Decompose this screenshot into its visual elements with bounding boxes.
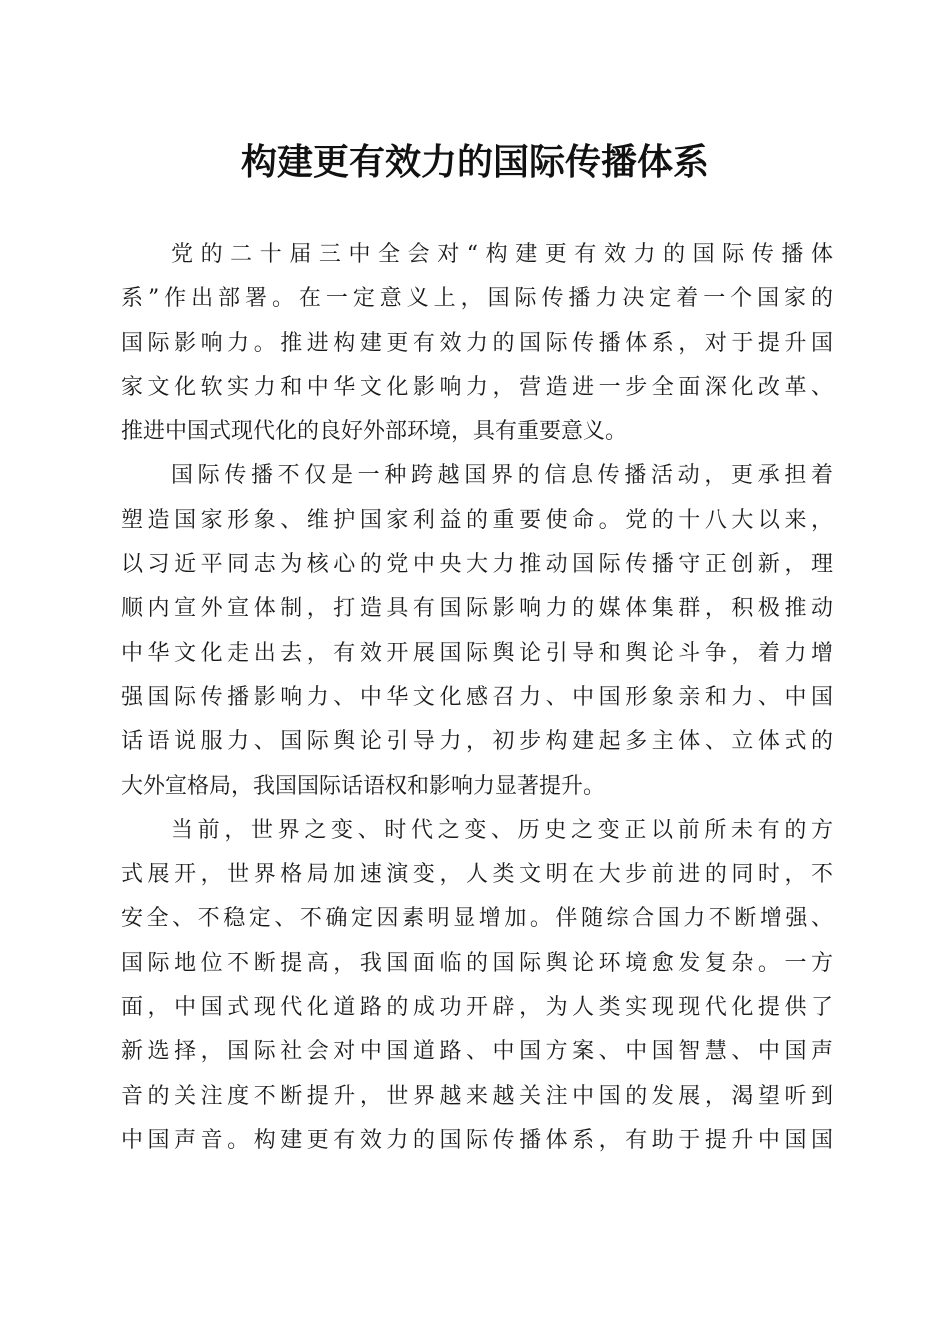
paragraph-line: 国际传播不仅是一种跨越国界的信息传播活动，更承担着 xyxy=(171,463,833,489)
paragraph-line: 式展开，世界格局加速演变，人类文明在大步前进的同时，不 xyxy=(121,862,833,888)
paragraph-line: 塑造国家形象、维护国家利益的重要使命。党的十八大以来， xyxy=(121,507,833,533)
paragraph-line: 话语说服力、国际舆论引导力，初步构建起多主体、立体式的 xyxy=(121,729,833,755)
paragraph-line: 以习近平同志为核心的党中央大力推动国际传播守正创新，理 xyxy=(121,552,833,578)
paragraph xyxy=(121,233,833,454)
document-title: 构建更有效力的国际传播体系 xyxy=(240,141,709,183)
paragraph-line: 系”作出部署。在一定意义上，国际传播力决定着一个国家的 xyxy=(121,286,833,312)
paragraph-line: 推进中国式现代化的良好外部环境，具有重要意义。 xyxy=(121,419,628,445)
paragraph-line: 当前，世界之变、时代之变、历史之变正以前所未有的方 xyxy=(171,817,833,843)
paragraph-line: 国际影响力。推进构建更有效力的国际传播体系，对于提升国 xyxy=(121,330,833,356)
paragraph-line: 家文化软实力和中华文化影响力，营造进一步全面深化改革、 xyxy=(121,374,833,400)
paragraph-line: 中华文化走出去，有效开展国际舆论引导和舆论斗争，着力增 xyxy=(121,640,833,666)
paragraph-line: 面，中国式现代化道路的成功开辟，为人类实现现代化提供了 xyxy=(121,995,833,1021)
paragraph-line: 大外宣格局，我国国际话语权和影响力显著提升。 xyxy=(121,773,606,799)
paragraph xyxy=(121,809,833,1163)
paragraph-line: 强国际传播影响力、中华文化感召力、中国形象亲和力、中国 xyxy=(121,684,833,710)
paragraph-line: 顺内宣外宣体制，打造具有国际影响力的媒体集群，积极推动 xyxy=(121,596,833,622)
document-body xyxy=(121,233,833,1163)
paragraph-line: 音的关注度不断提升，世界越来越关注中国的发展，渴望听到 xyxy=(121,1083,833,1109)
paragraph-line: 新选择，国际社会对中国道路、中国方案、中国智慧、中国声 xyxy=(121,1039,833,1065)
paragraph-line: 中国声音。构建更有效力的国际传播体系，有助于提升中国国 xyxy=(121,1127,833,1153)
paragraph-line: 国际地位不断提高，我国面临的国际舆论环境愈发复杂。一方 xyxy=(121,950,833,976)
paragraph-line: 党的二十届三中全会对“构建更有效力的国际传播体 xyxy=(171,242,833,267)
paragraph-line: 安全、不稳定、不确定因素明显增加。伴随综合国力不断增强、 xyxy=(121,906,833,932)
paragraph xyxy=(121,454,833,808)
